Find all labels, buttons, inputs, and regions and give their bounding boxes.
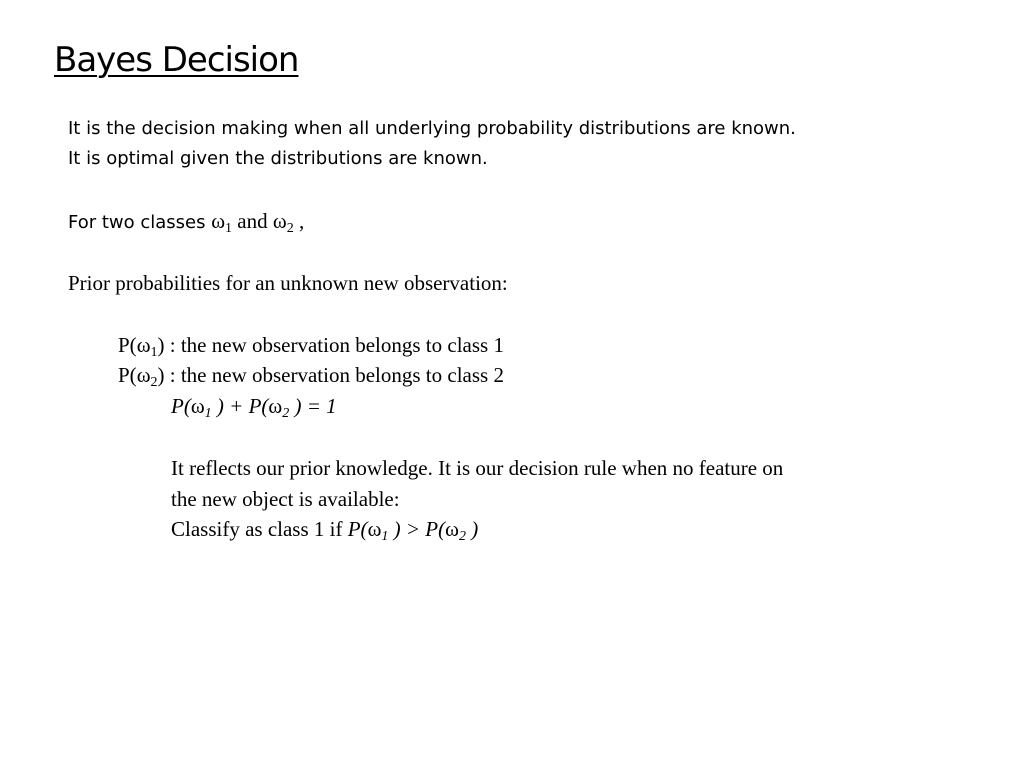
omega-symbol: ω (211, 209, 226, 233)
sum-omega-1: ω (190, 394, 205, 418)
p1-prefix: P( (118, 333, 137, 357)
classify-omega-2: ω (445, 517, 459, 541)
classify-rule-line (171, 516, 478, 542)
p2-omega: ω (136, 363, 151, 387)
p2-prefix: P( (118, 363, 137, 387)
prior-p2-line (118, 362, 504, 388)
p1-subscript: 1 (150, 345, 158, 360)
prior-p1-line (118, 332, 504, 358)
prior-sum-equation (171, 393, 337, 419)
p2-suffix: ) : the new observation belongs to class 2 (157, 363, 504, 387)
classify-subscript-2: 2 (458, 529, 466, 544)
classify-omega-1: ω (367, 517, 382, 541)
classes-line (68, 209, 304, 235)
sum-mid: ) + P( (211, 394, 269, 418)
classify-prefix: Classify as class 1 if (171, 517, 348, 541)
omega-subscript-1: 1 (225, 221, 233, 236)
prior-heading: Prior probabilities for an unknown new observation: (68, 271, 508, 295)
classify-end: ) (465, 517, 479, 541)
omega-subscript-2: 2 (286, 221, 294, 236)
classify-mid: ) > P( (388, 517, 446, 541)
slide-title: Bayes Decision (54, 40, 299, 80)
classify-p-open-1: P( (347, 517, 368, 541)
sum-subscript-1: 1 (204, 406, 212, 421)
reflect-line-1: It reflects our prior knowledge. It is our decision rule when no feature on (171, 456, 784, 480)
sum-subscript-2: 2 (282, 406, 290, 421)
classes-prefix: For two classes (68, 212, 212, 233)
p1-omega: ω (136, 333, 151, 357)
reflect-line-2: the new object is available: (171, 487, 400, 511)
intro-line-1: It is the decision making when all underlying probability distributions are known. (68, 118, 796, 139)
p1-suffix: ) : the new observation belongs to class 1 (157, 333, 504, 357)
p2-subscript: 2 (150, 375, 158, 390)
sum-omega-2: ω (268, 394, 283, 418)
sum-p-open-1: P( (171, 394, 191, 418)
classify-subscript-1: 1 (381, 529, 389, 544)
classes-suffix: , (293, 209, 305, 233)
intro-line-2: It is optimal given the distributions are known. (68, 148, 488, 169)
classes-and: and (232, 209, 273, 233)
sum-end: ) = 1 (289, 394, 337, 418)
omega-symbol-2: ω (272, 209, 287, 233)
